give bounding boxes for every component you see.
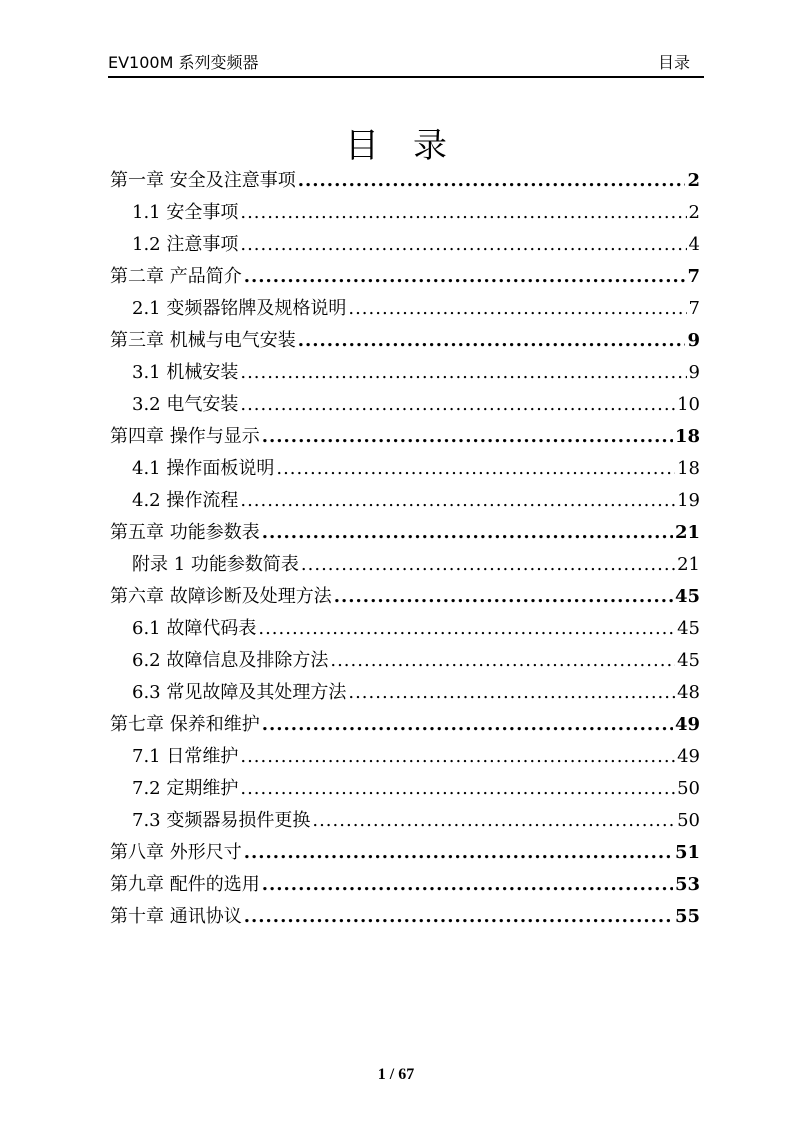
toc-chapter-entry[interactable]: [110, 581, 700, 613]
toc-entry-label: 3.1 机械安装: [132, 362, 239, 383]
toc-dot-leader: [240, 229, 686, 261]
toc-entry-label: 第二章 产品简介: [110, 266, 242, 287]
toc-chapter-entry[interactable]: [110, 709, 700, 741]
toc-entry-page: 18: [674, 426, 700, 447]
toc-entry-page: 7: [688, 298, 700, 319]
toc-entry-page: 55: [674, 906, 700, 927]
toc-entry-page: 45: [674, 586, 700, 607]
page-title: 目录: [345, 126, 481, 166]
toc-entry-label: 7.2 定期维护: [132, 778, 239, 799]
toc-entry-page: 45: [677, 618, 700, 639]
toc-dot-leader: [258, 613, 675, 645]
toc-section-entry[interactable]: [110, 805, 700, 837]
toc-entry-label: 6.2 故障信息及排除方法: [132, 650, 329, 671]
toc-chapter-entry[interactable]: [110, 261, 700, 293]
toc-dot-leader: [262, 421, 673, 453]
toc-entry-page: 9: [688, 362, 700, 383]
toc-section-entry[interactable]: [110, 485, 700, 517]
toc-chapter-entry[interactable]: [110, 165, 700, 197]
toc-entry-label: 1.1 安全事项: [132, 202, 239, 223]
toc-entry-page: 45: [677, 650, 700, 671]
toc-entry-label: 第八章 外形尺寸: [110, 842, 242, 863]
toc-entry-page: 21: [674, 522, 700, 543]
toc-entry-page: 2: [687, 170, 700, 191]
header-section: 目录: [657, 53, 690, 72]
page-header: [108, 50, 704, 78]
toc-dot-leader: [330, 645, 675, 677]
toc-entry-page: 50: [677, 810, 700, 831]
toc-dot-leader: [312, 805, 675, 837]
toc-dot-leader: [240, 485, 675, 517]
toc-entry-label: 1.2 注意事项: [132, 234, 239, 255]
toc-entry-page: 53: [674, 874, 700, 895]
toc-entry-page: 2: [688, 202, 700, 223]
toc-section-entry[interactable]: [110, 613, 700, 645]
toc-entry-page: 18: [677, 458, 700, 479]
toc-dot-leader: [262, 517, 673, 549]
toc-dot-leader: [244, 837, 673, 869]
toc-dot-leader: [276, 453, 675, 485]
toc-dot-leader: [240, 389, 675, 421]
toc-section-entry[interactable]: [110, 389, 700, 421]
toc-entry-label: 第十章 通讯协议: [110, 906, 242, 927]
toc-entry-label: 第三章 机械与电气安装: [110, 330, 296, 351]
toc-section-entry[interactable]: [110, 773, 700, 805]
toc-dot-leader: [240, 773, 675, 805]
toc-section-entry[interactable]: [110, 453, 700, 485]
toc-entry-page: 9: [687, 330, 700, 351]
toc-entry-page: 10: [677, 394, 700, 415]
toc-section-entry[interactable]: [110, 645, 700, 677]
toc-dot-leader: [240, 741, 675, 773]
toc-entry-label: 第一章 安全及注意事项: [110, 170, 296, 191]
toc-dot-leader: [262, 709, 673, 741]
toc-entry-page: 51: [674, 842, 700, 863]
toc-section-entry[interactable]: [110, 677, 700, 709]
toc-dot-leader: [334, 581, 673, 613]
toc-dot-leader: [244, 261, 686, 293]
table-of-contents: [110, 165, 700, 933]
toc-entry-label: 第六章 故障诊断及处理方法: [110, 586, 332, 607]
toc-entry-page: 7: [687, 266, 700, 287]
toc-dot-leader: [298, 325, 686, 357]
toc-section-entry[interactable]: [110, 549, 700, 581]
toc-section-entry[interactable]: [110, 197, 700, 229]
toc-section-entry[interactable]: [110, 229, 700, 261]
toc-dot-leader: [240, 197, 686, 229]
toc-entry-page: 4: [688, 234, 700, 255]
toc-chapter-entry[interactable]: [110, 517, 700, 549]
toc-entry-page: 50: [677, 778, 700, 799]
toc-chapter-entry[interactable]: [110, 901, 700, 933]
header-doc-title: EV100M 系列变频器: [108, 53, 259, 72]
toc-entry-label: 第七章 保养和维护: [110, 714, 260, 735]
toc-section-entry[interactable]: [110, 741, 700, 773]
toc-dot-leader: [348, 677, 675, 709]
toc-dot-leader: [244, 901, 673, 933]
page-number: 1 / 67: [377, 1066, 415, 1083]
toc-entry-label: 第四章 操作与显示: [110, 426, 260, 447]
toc-chapter-entry[interactable]: [110, 421, 700, 453]
toc-entry-label: 7.3 变频器易损件更换: [132, 810, 311, 831]
toc-entry-label: 6.1 故障代码表: [132, 618, 257, 639]
toc-chapter-entry[interactable]: [110, 325, 700, 357]
toc-section-entry[interactable]: [110, 357, 700, 389]
toc-dot-leader: [301, 549, 675, 581]
toc-chapter-entry[interactable]: [110, 837, 700, 869]
toc-chapter-entry[interactable]: [110, 869, 700, 901]
toc-section-entry[interactable]: [110, 293, 700, 325]
toc-entry-label: 附录 1 功能参数简表: [132, 554, 299, 575]
toc-dot-leader: [262, 869, 673, 901]
toc-entry-page: 49: [674, 714, 700, 735]
toc-dot-leader: [240, 357, 686, 389]
toc-entry-label: 2.1 变频器铭牌及规格说明: [132, 298, 347, 319]
toc-entry-page: 48: [677, 682, 700, 703]
toc-entry-page: 21: [677, 554, 700, 575]
toc-entry-label: 第五章 功能参数表: [110, 522, 260, 543]
toc-dot-leader: [348, 293, 686, 325]
toc-entry-label: 6.3 常见故障及其处理方法: [132, 682, 347, 703]
toc-dot-leader: [298, 165, 686, 197]
toc-entry-label: 第九章 配件的选用: [110, 874, 260, 895]
toc-entry-label: 4.1 操作面板说明: [132, 458, 275, 479]
toc-entry-label: 4.2 操作流程: [132, 490, 239, 511]
toc-entry-page: 19: [677, 490, 700, 511]
toc-entry-label: 3.2 电气安装: [132, 394, 239, 415]
toc-entry-label: 7.1 日常维护: [132, 746, 239, 767]
toc-entry-page: 49: [677, 746, 700, 767]
